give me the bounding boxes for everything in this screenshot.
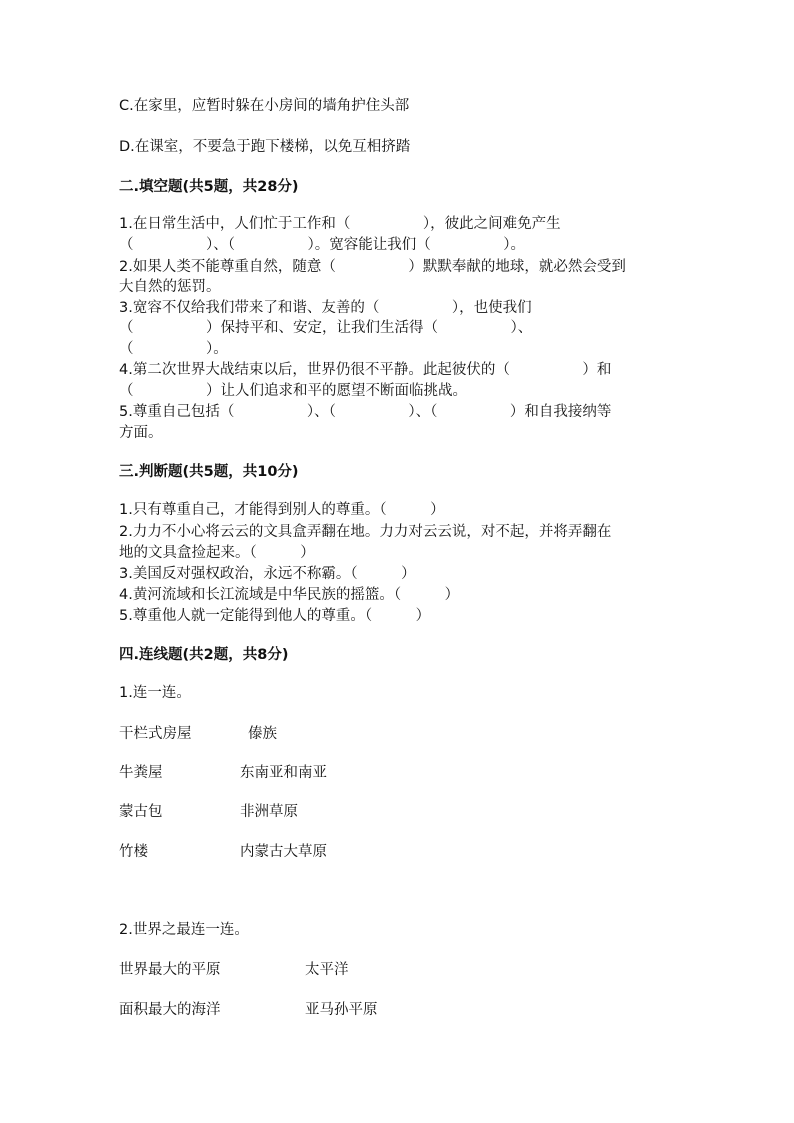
fill-section-heading: 二.填空题(共5题，共28分) xyxy=(119,179,299,195)
match-q1-left-item: 竹楼 xyxy=(119,844,148,860)
option-d: D.在课室，不要急于跑下楼梯，以免互相挤踏 xyxy=(119,139,411,155)
match-section-heading: 四.连线题(共2题，共8分) xyxy=(119,647,289,663)
match-q1-title: 1.连一连。 xyxy=(119,685,191,701)
match-q2-right-item: 亚马孙平原 xyxy=(305,1002,378,1018)
judge-line: 3.美国反对强权政治，永远不称霸。（ ） xyxy=(119,566,416,582)
match-q2-left-item: 世界最大的平原 xyxy=(119,962,221,978)
fill-line: （ ）、（ ）。宽容能让我们（ ）。 xyxy=(119,237,525,253)
judge-line: 地的文具盒捡起来。（ ） xyxy=(119,545,315,561)
judge-line: 5.尊重他人就一定能得到他人的尊重。（ ） xyxy=(119,608,431,624)
judge-line: 4.黄河流域和长江流域是中华民族的摇篮。（ ） xyxy=(119,587,460,603)
match-q1-right-item: 内蒙古大草原 xyxy=(240,844,327,860)
fill-line: 4.第二次世界大战结束以后，世界仍很不平静。此起彼伏的（ ）和 xyxy=(119,362,612,378)
fill-line: 方面。 xyxy=(119,425,163,441)
match-q1-right-item: 非洲草原 xyxy=(240,804,298,820)
match-q1-left-item: 蒙古包 xyxy=(119,804,163,820)
match-q2-right-item: 太平洋 xyxy=(305,962,349,978)
fill-line: 5.尊重自己包括（ ）、（ ）、（ ）和自我接纳等 xyxy=(119,404,612,420)
fill-line: （ ）保持平和、安定，让我们生活得（ ）、 xyxy=(119,320,533,336)
fill-line: （ ）。 xyxy=(119,341,228,357)
match-q1-left-item: 干栏式房屋 xyxy=(119,726,192,742)
fill-line: 1.在日常生活中，人们忙于工作和（ ），彼此之间难免产生 xyxy=(119,216,561,232)
fill-line: 2.如果人类不能尊重自然，随意（ ）默默奉献的地球，就必然会受到 xyxy=(119,259,626,275)
fill-line: 3.宽容不仅给我们带来了和谐、友善的（ ），也使我们 xyxy=(119,300,532,316)
judge-line: 1.只有尊重自己，才能得到别人的尊重。（ ） xyxy=(119,502,445,518)
match-q2-left-item: 面积最大的海洋 xyxy=(119,1002,221,1018)
match-q1-right-item: 东南亚和南亚 xyxy=(240,765,327,781)
fill-line: （ ）让人们追求和平的愿望不断面临挑战。 xyxy=(119,383,467,399)
option-c: C.在家里，应暂时躲在小房间的墙角护住头部 xyxy=(119,98,410,114)
match-q2-title: 2.世界之最连一连。 xyxy=(119,922,249,938)
judge-line: 2.力力不小心将云云的文具盒弄翻在地。力力对云云说，对不起，并将弄翻在 xyxy=(119,524,612,540)
match-q1-left-item: 牛粪屋 xyxy=(119,765,163,781)
judge-section-heading: 三.判断题(共5题，共10分) xyxy=(119,464,299,480)
fill-line: 大自然的惩罚。 xyxy=(119,279,221,295)
match-q1-right-item: 傣族 xyxy=(248,726,277,742)
